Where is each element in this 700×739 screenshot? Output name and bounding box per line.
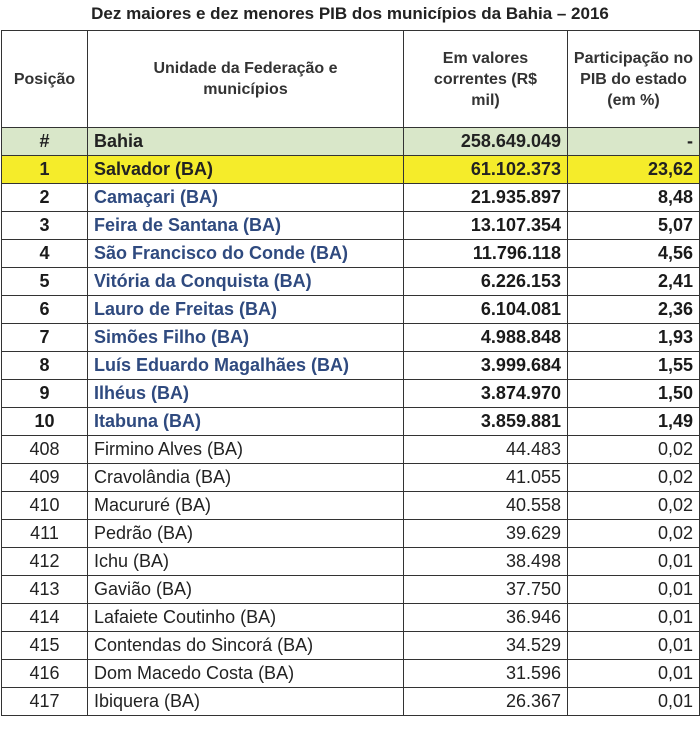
row-position: 414 <box>2 604 88 632</box>
row-value: 6.104.081 <box>404 296 568 324</box>
state-pos: # <box>2 128 88 156</box>
row-position: 409 <box>2 464 88 492</box>
row-municipality: Ibiquera (BA) <box>88 688 404 716</box>
row-value: 40.558 <box>404 492 568 520</box>
row-value: 21.935.897 <box>404 184 568 212</box>
row-position: 412 <box>2 548 88 576</box>
header-share: Participação no PIB do estado (em %) <box>568 31 700 128</box>
row-value: 61.102.373 <box>404 156 568 184</box>
row-position: 2 <box>2 184 88 212</box>
row-share: 0,01 <box>568 632 700 660</box>
table-row <box>2 520 700 548</box>
row-share: 0,02 <box>568 520 700 548</box>
table-row <box>2 436 700 464</box>
state-row <box>2 128 700 156</box>
row-position: 5 <box>2 268 88 296</box>
row-municipality: Pedrão (BA) <box>88 520 404 548</box>
header-value: Em valores correntes (R$ mil) <box>404 31 568 128</box>
state-value: 258.649.049 <box>404 128 568 156</box>
table-row <box>2 660 700 688</box>
row-share: 0,01 <box>568 576 700 604</box>
row-municipality: Luís Eduardo Magalhães (BA) <box>88 352 404 380</box>
row-municipality: Gavião (BA) <box>88 576 404 604</box>
table-row <box>2 352 700 380</box>
header-row <box>2 31 700 128</box>
row-share: 1,93 <box>568 324 700 352</box>
row-position: 3 <box>2 212 88 240</box>
row-position: 408 <box>2 436 88 464</box>
row-share: 0,01 <box>568 660 700 688</box>
row-position: 417 <box>2 688 88 716</box>
header-position: Posição <box>2 31 88 128</box>
row-municipality: Cravolândia (BA) <box>88 464 404 492</box>
row-share: 1,55 <box>568 352 700 380</box>
row-position: 416 <box>2 660 88 688</box>
row-value: 6.226.153 <box>404 268 568 296</box>
row-municipality: Feira de Santana (BA) <box>88 212 404 240</box>
row-share: 0,01 <box>568 548 700 576</box>
row-position: 413 <box>2 576 88 604</box>
row-municipality: Ichu (BA) <box>88 548 404 576</box>
row-position: 1 <box>2 156 88 184</box>
table-row <box>2 464 700 492</box>
row-municipality: Lauro de Freitas (BA) <box>88 296 404 324</box>
row-value: 31.596 <box>404 660 568 688</box>
table-row <box>2 212 700 240</box>
row-position: 6 <box>2 296 88 324</box>
row-share: 0,01 <box>568 604 700 632</box>
row-share: 5,07 <box>568 212 700 240</box>
row-municipality: Simões Filho (BA) <box>88 324 404 352</box>
table-title: Dez maiores e dez menores PIB dos municípios da Bahia – 2016 <box>91 4 609 23</box>
table-row <box>2 268 700 296</box>
table-row <box>2 380 700 408</box>
row-position: 9 <box>2 380 88 408</box>
row-value: 44.483 <box>404 436 568 464</box>
row-value: 36.946 <box>404 604 568 632</box>
row-value: 11.796.118 <box>404 240 568 268</box>
row-position: 415 <box>2 632 88 660</box>
state-name: Bahia <box>88 128 404 156</box>
gdp-table <box>1 30 700 716</box>
table-row <box>2 324 700 352</box>
row-municipality: Lafaiete Coutinho (BA) <box>88 604 404 632</box>
row-value: 39.629 <box>404 520 568 548</box>
row-position: 7 <box>2 324 88 352</box>
row-municipality: Salvador (BA) <box>88 156 404 184</box>
table-row <box>2 240 700 268</box>
row-position: 4 <box>2 240 88 268</box>
row-value: 3.999.684 <box>404 352 568 380</box>
row-share: 0,02 <box>568 492 700 520</box>
row-share: 0,02 <box>568 464 700 492</box>
row-municipality: Macururé (BA) <box>88 492 404 520</box>
table-row <box>2 408 700 436</box>
row-share: 4,56 <box>568 240 700 268</box>
table-row <box>2 548 700 576</box>
row-position: 410 <box>2 492 88 520</box>
table-row <box>2 184 700 212</box>
row-municipality: Itabuna (BA) <box>88 408 404 436</box>
row-value: 34.529 <box>404 632 568 660</box>
row-position: 10 <box>2 408 88 436</box>
table-row <box>2 296 700 324</box>
row-municipality: Camaçari (BA) <box>88 184 404 212</box>
row-municipality: Contendas do Sincorá (BA) <box>88 632 404 660</box>
row-value: 13.107.354 <box>404 212 568 240</box>
table-row <box>2 576 700 604</box>
state-share: - <box>568 128 700 156</box>
row-municipality: Ilhéus (BA) <box>88 380 404 408</box>
row-share: 2,36 <box>568 296 700 324</box>
table-row <box>2 688 700 716</box>
row-share: 1,50 <box>568 380 700 408</box>
row-value: 3.874.970 <box>404 380 568 408</box>
row-share: 0,01 <box>568 688 700 716</box>
row-share: 8,48 <box>568 184 700 212</box>
row-value: 3.859.881 <box>404 408 568 436</box>
row-value: 38.498 <box>404 548 568 576</box>
row-share: 2,41 <box>568 268 700 296</box>
row-value: 26.367 <box>404 688 568 716</box>
table-row <box>2 492 700 520</box>
row-municipality: São Francisco do Conde (BA) <box>88 240 404 268</box>
row-value: 37.750 <box>404 576 568 604</box>
row-municipality: Firmino Alves (BA) <box>88 436 404 464</box>
row-municipality: Dom Macedo Costa (BA) <box>88 660 404 688</box>
row-municipality: Vitória da Conquista (BA) <box>88 268 404 296</box>
table-row <box>2 156 700 184</box>
table-row <box>2 604 700 632</box>
row-value: 4.988.848 <box>404 324 568 352</box>
table-row <box>2 632 700 660</box>
row-value: 41.055 <box>404 464 568 492</box>
header-unit: Unidade da Federação e municípios <box>88 31 404 128</box>
row-position: 8 <box>2 352 88 380</box>
row-position: 411 <box>2 520 88 548</box>
row-share: 23,62 <box>568 156 700 184</box>
row-share: 0,02 <box>568 436 700 464</box>
row-share: 1,49 <box>568 408 700 436</box>
